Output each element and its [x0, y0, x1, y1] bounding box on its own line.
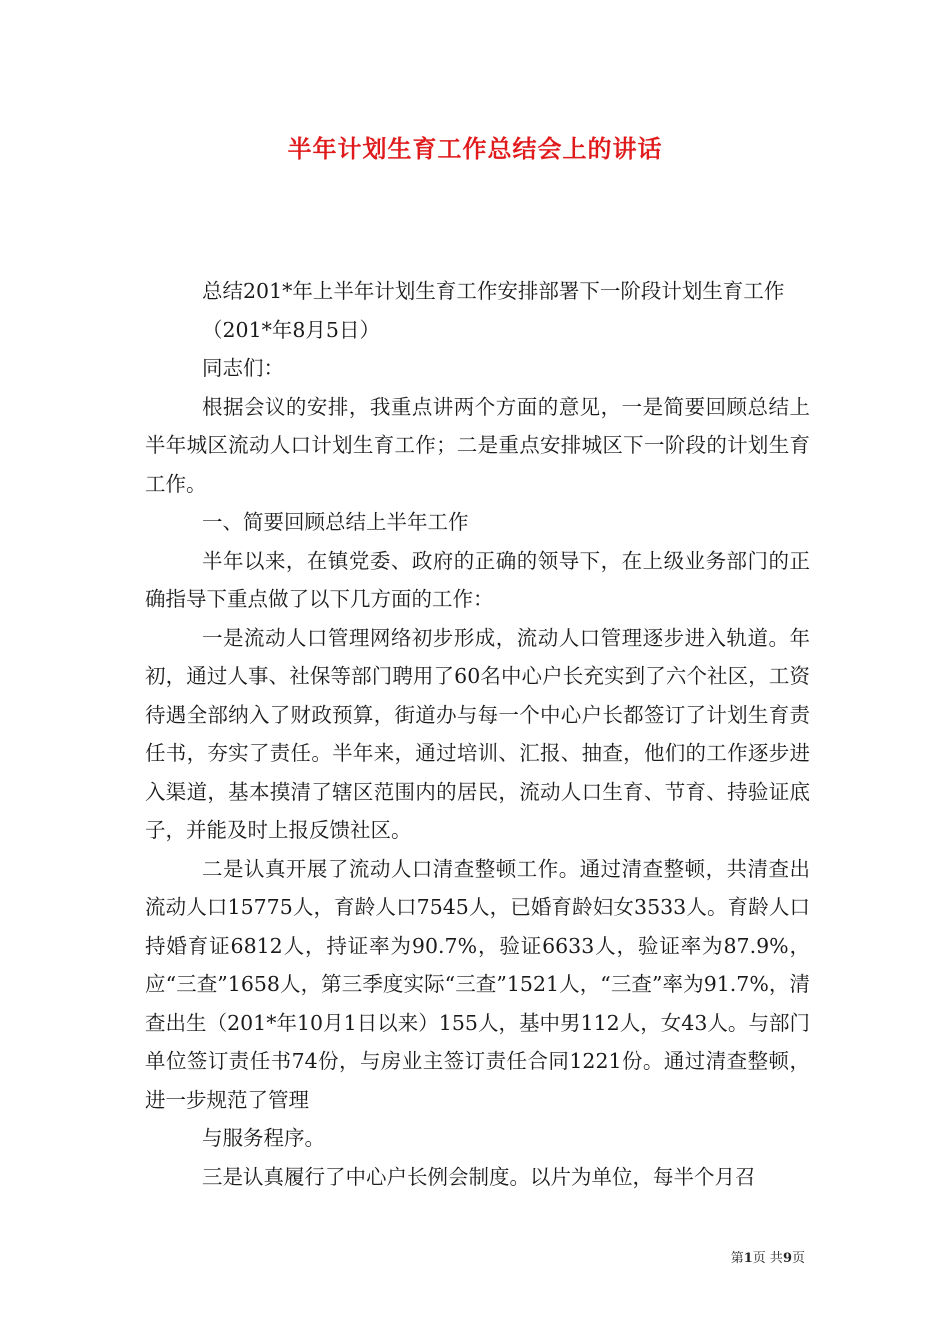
document-body	[145, 272, 810, 1196]
paragraph-summary: 半年以来，在镇党委、政府的正确的领导下，在上级业务部门的正确指导下重点做了以下几方面的工作：	[145, 548, 810, 611]
paragraph-continuation: 与服务程序。	[202, 1126, 325, 1150]
document-title: 半年计划生育工作总结会上的讲话	[287, 134, 663, 163]
footer-current-page: 1	[743, 1251, 753, 1266]
paragraph-date: （201*年8月5日）	[202, 317, 380, 342]
paragraph-point-one: 一是流动人口管理网络初步形成，流动人口管理逐步进入轨道。年初，通过人事、社保等部门聘用了60名中心户长充实到了六个社区，工资待遇全部纳入了财政预算，街道办与每一个中心户长都签订了计划生育责任书，夯实了责任。半年来，通过培训、汇报、抽查，他们的工作逐步进入渠道，基本摸清了辖区范围内的居民，流动人口生育、节育、持验证底子，并能及时上报反馈社区。	[145, 625, 810, 842]
footer-total-pages: 9	[782, 1251, 792, 1266]
footer-middle: 页 共	[752, 1251, 783, 1266]
paragraph-subtitle: 总结201*年上半年计划生育工作安排部署下一阶段计划生育工作	[202, 279, 785, 303]
footer-suffix: 页	[791, 1251, 805, 1266]
paragraph-salutation: 同志们：	[202, 356, 284, 380]
paragraph-intro: 根据会议的安排，我重点讲两个方面的意见，一是简要回顾总结上半年城区流动人口计划生育工作；二是重点安排城区下一阶段的计划生育工作。	[145, 394, 810, 496]
paragraph-point-two: 二是认真开展了流动人口清查整顿工作。通过清查整顿，共清查出流动人口15775人，育龄人口7545人，已婚育龄妇女3533人。育龄人口持婚育证6812人，持证率为90.7%，验证6633人，验证率为87.9%，应“三查”1658人，第三季度实际“三查”1521人，“三查”率为91.7%，清查出生（201*年10月1日以来）155人，基中男112人，女43人。与部门单位签订责任书74份，与房业主签订责任合同1221份。通过清查整顿，进一步规范了管理	[145, 856, 810, 1112]
page-footer	[731, 1247, 805, 1266]
paragraph-point-three: 三是认真履行了中心户长例会制度。以片为单位，每半个月召	[202, 1164, 756, 1189]
footer-prefix: 第	[730, 1251, 744, 1266]
section-heading: 一、简要回顾总结上半年工作	[202, 510, 469, 534]
